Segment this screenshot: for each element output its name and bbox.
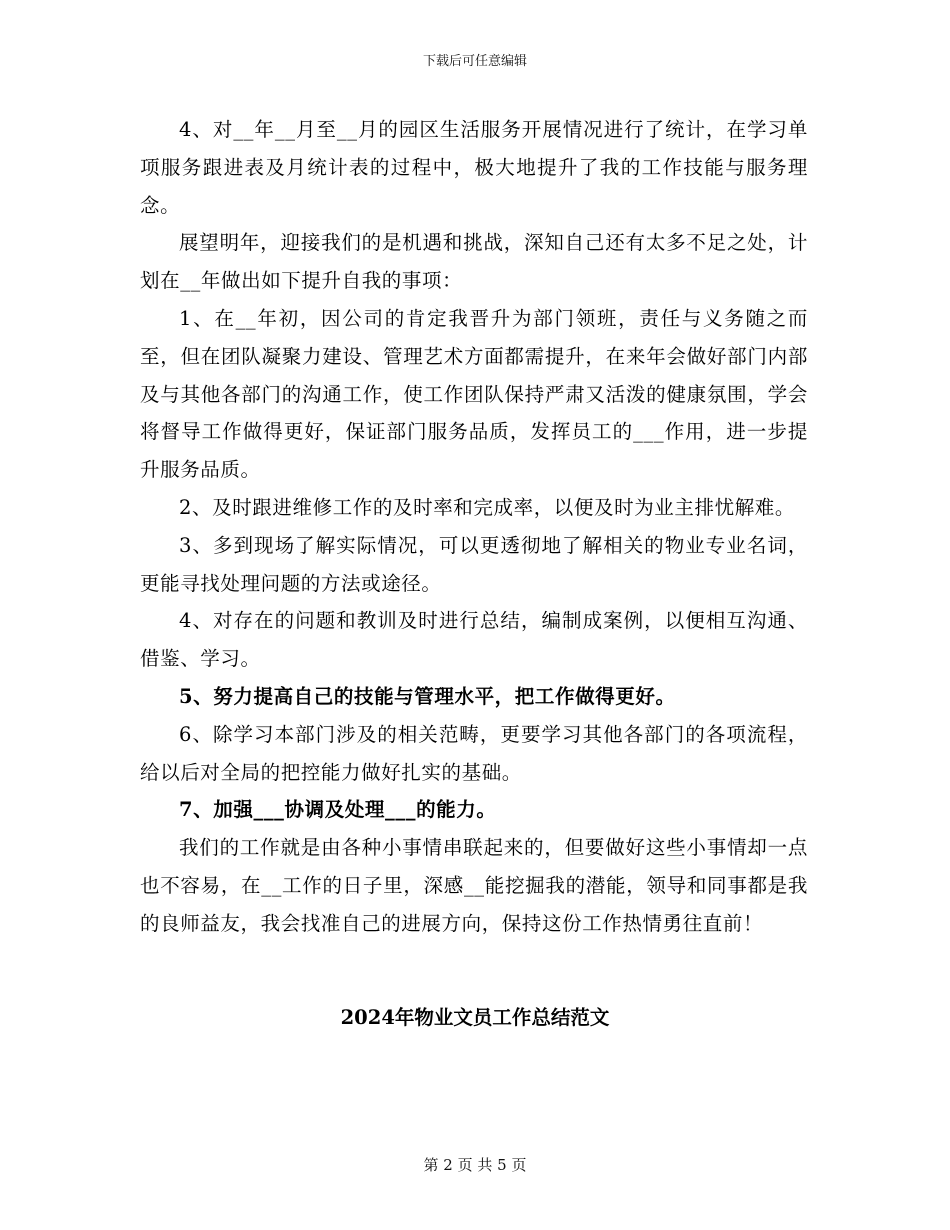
paragraph-plan-4: 4、对存在的问题和教训及时进行总结，编制成案例，以便相互沟通、借鉴、学习。 (140, 609, 808, 671)
paragraph-conclusion: 我们的工作就是由各种小事情串联起来的，但要做好这些小事情却一点也不容易，在__工作的日子里，深感__能挖掘我的潜能，领导和同事都是我的良师益友，我会找准自己的进展方向，保持这份工作热情勇往直前！ (140, 836, 808, 935)
page-header: 下载后可任意编辑 (422, 54, 527, 69)
paragraph-plan-5: 5、努力提高自己的技能与管理水平，把工作做得更好。 (179, 684, 676, 708)
paragraph-plan-3: 3、多到现场了解实际情况，可以更透彻地了解相关的物业专业名词，更能寻找处理问题的方法或途径。 (140, 533, 808, 595)
paragraph-item-4-statistics: 4、对__年__月至__月的园区生活服务开展情况进行了统计，在学习单项服务跟进表及月统计表的过程中，极大地提升了我的工作技能与服务理念。 (140, 118, 808, 217)
paragraph-plan-2: 2、及时跟进维修工作的及时率和完成率，以便及时为业主排忧解难。 (179, 495, 796, 519)
paragraph-plan-6: 6、除学习本部门涉及的相关范畴，更要学习其他各部门的各项流程，给以后对全局的把控能力做好扎实的基础。 (140, 722, 808, 784)
next-section-title: 2024年物业文员工作总结范文 (340, 1006, 610, 1029)
paragraph-plan-1: 1、在__年初，因公司的肯定我晋升为部门领班，责任与义务随之而至，但在团队凝聚力建设、管理艺术方面都需提升，在来年会做好部门内部及与其他各部门的沟通工作，使工作团队保持严肃又活泼的健康氛围，学会将督导工作做得更好，保证部门服务品质，发挥员工的___作用，进一步提升服务品质。 (140, 306, 808, 482)
page-footer: 第 2 页 共 5 页 (423, 1156, 527, 1174)
paragraph-outlook: 展望明年，迎接我们的是机遇和挑战，深知自己还有太多不足之处，计划在__年做出如下提升自我的事项： (140, 231, 808, 293)
document-body (140, 111, 808, 943)
paragraph-plan-7: 7、加强___协调及处理___的能力。 (179, 798, 497, 822)
